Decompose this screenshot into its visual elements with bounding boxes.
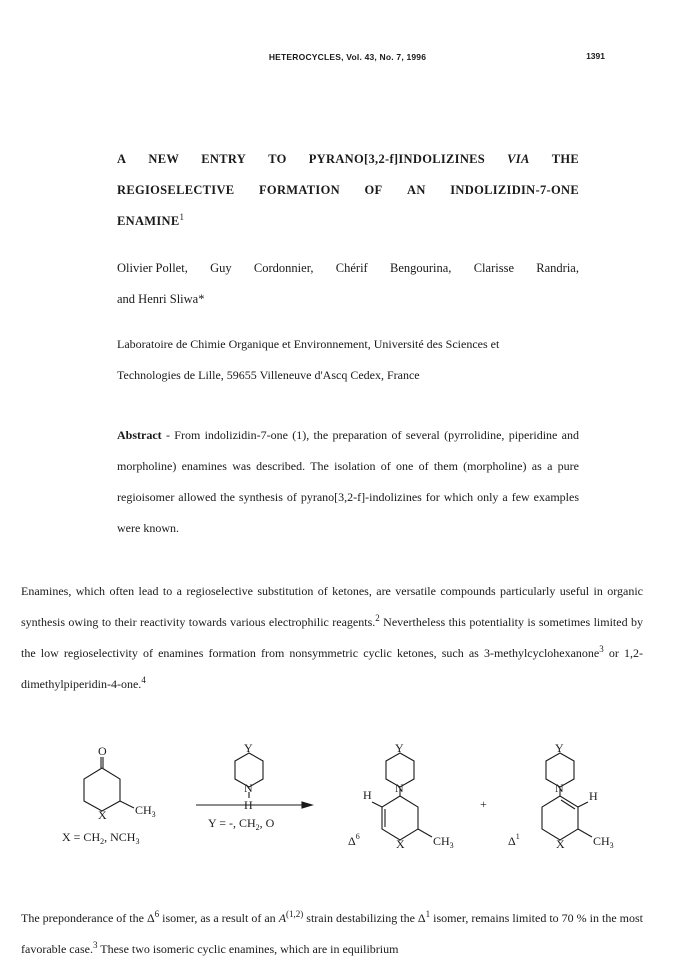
title-word: PYRANO[3,2-f]INDOLIZINES	[308, 152, 486, 166]
title-line-3	[117, 206, 579, 237]
affiliation	[117, 329, 579, 391]
citation-ref: 3	[599, 644, 604, 654]
x-definition: $X = CH_2$, $NCH_3$	[62, 830, 140, 846]
x-atom-label: X	[396, 837, 405, 851]
citation-ref: 4	[141, 675, 146, 685]
title-word: VIA	[507, 152, 530, 166]
title-word: TO	[268, 152, 287, 166]
footnote-ref: 1	[179, 211, 185, 222]
isomer-label: $\Delta^6$	[348, 832, 360, 848]
title-word: OF	[364, 183, 383, 197]
reaction-scheme	[40, 741, 660, 865]
isomer-label: $\Delta^1$	[508, 832, 520, 848]
title-line-1	[117, 144, 579, 175]
methyl-label: $CH_3$	[135, 803, 156, 819]
superscript: (1,2)	[286, 909, 304, 919]
author-list	[117, 253, 579, 315]
authors-line-1	[117, 253, 579, 284]
title-word: A	[117, 152, 127, 166]
authors-line-2: and Henri Sliwa*	[117, 292, 205, 306]
author-name: Cordonnier,	[253, 261, 314, 275]
x-atom-label: X	[98, 808, 107, 822]
author-name: Guy	[210, 261, 232, 275]
intro-text: Nevertheless this potentiality is sometimes limited by the low regioselectivity of enamines formation from nonsymmetric cyclic ketones, such as 3-methylcyclohexanone	[21, 615, 644, 660]
discussion-text: strain destabilizing the Δ	[303, 911, 426, 925]
superscript: 1	[425, 909, 431, 919]
title-word: ENAMINE	[117, 214, 180, 228]
oxygen-label: O	[98, 744, 107, 758]
nitrogen-label: N	[395, 781, 404, 795]
plus-sign: +	[480, 797, 487, 811]
nitrogen-label: N	[555, 781, 564, 795]
abstract-label: Abstract	[117, 428, 162, 442]
x-atom-label: X	[556, 837, 565, 851]
title-word: REGIOSELECTIVE	[117, 183, 235, 197]
methyl-label: $CH_3$	[433, 834, 454, 850]
discussion-text: These two isomeric cyclic enamines, which are in equilibrium	[97, 942, 399, 956]
title-word: FORMATION	[259, 183, 340, 197]
author-name: Bengourina,	[389, 261, 452, 275]
affiliation-line-2: Technologies de Lille, 59655 Villeneuve d'Ascq Cedex, France	[117, 368, 420, 382]
citation-ref: 3	[92, 940, 98, 950]
abstract	[117, 420, 579, 544]
nitrogen-label: N	[244, 781, 253, 795]
y-atom-label: Y	[555, 741, 564, 755]
y-definition: Y = -, $CH_2$, O	[208, 816, 275, 832]
affiliation-line-1: Laboratoire de Chimie Organique et Environnement, Université des Sciences et	[117, 337, 500, 351]
title-word: ENTRY	[201, 152, 247, 166]
reaction-scheme-drawing	[40, 741, 660, 865]
title-word: AN	[407, 183, 426, 197]
y-atom-label: Y	[395, 741, 404, 755]
abstract-text: - From indolizidin-7-one (1), the preparation of several (pyrrolidine, piperidine and morpholine) enamines was described. The isolation of one of them (morpholine) as a pure regioisomer allowed the synthesis of pyrano[3,2-f]-indolizines for which only a few examples were known.	[117, 428, 579, 535]
methyl-label: $CH_3$	[593, 834, 614, 850]
paper-title	[117, 144, 579, 237]
discussion-text: The preponderance of the Δ	[21, 911, 155, 925]
author-name: Chérif	[335, 261, 368, 275]
discussion-paragraph	[21, 903, 643, 965]
citation-ref: 2	[375, 613, 380, 623]
author-name: Olivier Pollet,	[117, 261, 188, 275]
title-word: THE	[551, 152, 579, 166]
title-word: INDOLIZIDIN-7-ONE	[450, 183, 579, 197]
intro-text: or 1,2-dimethylpiperidin-4-one.	[21, 646, 643, 691]
hydrogen-label: H	[589, 789, 598, 803]
author-name: Randria,	[536, 261, 579, 275]
journal-header: HETEROCYCLES, Vol. 43, No. 7, 1996	[268, 52, 427, 62]
superscript: 6	[154, 909, 160, 919]
discussion-text: isomer, remains limited to 70 % in the most favorable case.	[21, 911, 644, 956]
discussion-text: A	[278, 911, 287, 925]
intro-text: Enamines, which often lead to a regioselective substitution of ketones, are versatile compounds particularly useful in organic synthesis owing to their reactivity towards various electrophilic reagents.	[21, 584, 643, 629]
y-atom-label: Y	[244, 741, 253, 755]
intro-paragraph	[21, 576, 643, 700]
hydrogen-label: H	[244, 798, 253, 812]
page-number: 1391	[586, 51, 605, 61]
title-line-2	[117, 175, 579, 206]
discussion-text: isomer, as a result of an	[159, 911, 279, 925]
title-word: NEW	[148, 152, 180, 166]
hydrogen-label: H	[363, 788, 372, 802]
author-name: Clarisse	[473, 261, 514, 275]
